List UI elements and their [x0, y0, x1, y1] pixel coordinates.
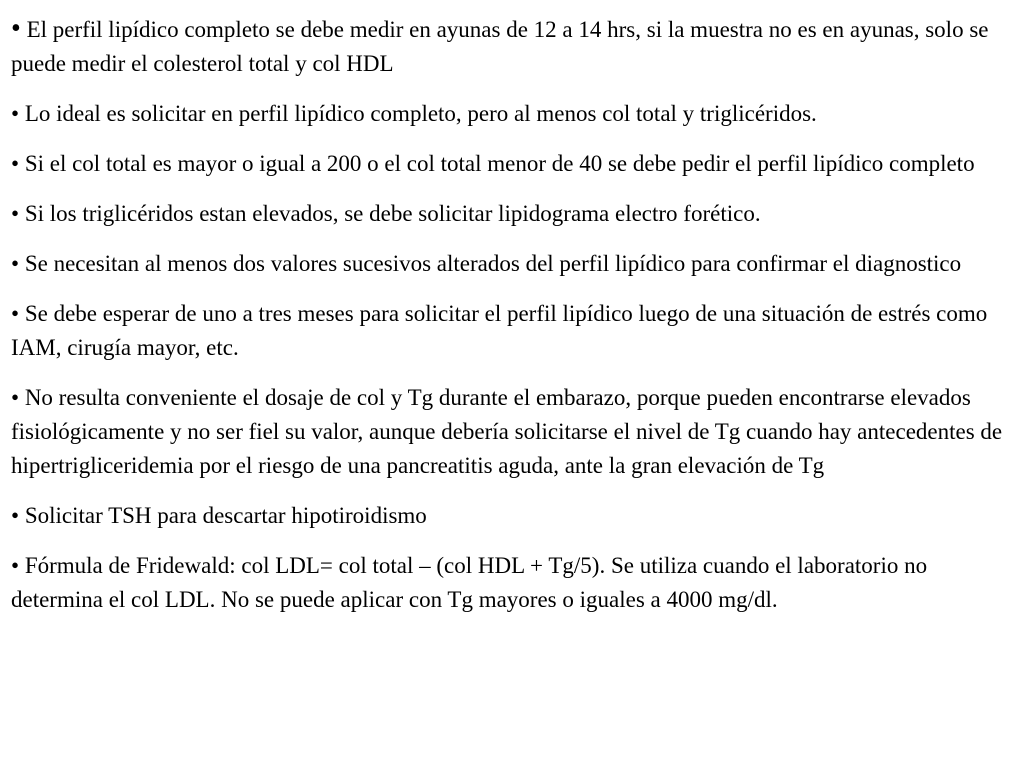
bullet-icon: • — [11, 503, 20, 528]
bullet-item-2 — [11, 97, 1012, 131]
bullet-item-8 — [11, 499, 1012, 533]
bullet-item-4 — [11, 197, 1012, 231]
bullet-icon: • — [11, 251, 20, 276]
bullet-icon: • — [11, 553, 20, 578]
bullet-text: Lo ideal es solicitar en perfil lipídico completo, pero al menos col total y triglicéridos. — [24, 101, 817, 126]
bullet-list — [11, 12, 1012, 617]
bullet-item-5 — [11, 247, 1012, 281]
bullet-text: Se necesitan al menos dos valores sucesivos alterados del perfil lipídico para confirmar el diagnostico — [24, 251, 962, 276]
bullet-text: No resulta conveniente el dosaje de col y Tg durante el embarazo, porque pueden encontrarse elevados fisiológicamente y no ser fiel su valor, aunque debería solicitarse el nivel de Tg cuando hay antecedentes de hipertrigliceridemia por el riesgo de una pancreatitis aguda, ante la gran elevación de Tg — [11, 385, 1003, 478]
bullet-icon: • — [11, 385, 20, 410]
bullet-text: Solicitar TSH para descartar hipotiroidismo — [24, 503, 427, 528]
bullet-item-6 — [11, 297, 1012, 365]
bullet-icon: • — [11, 301, 20, 326]
bullet-item-9 — [11, 549, 1012, 617]
bullet-text: Si el col total es mayor o igual a 200 o el col total menor de 40 se debe pedir el perfil lipídico completo — [24, 151, 975, 176]
bullet-icon: • — [11, 151, 20, 176]
bullet-item-3 — [11, 147, 1012, 181]
bullet-text: Fórmula de Fridewald: col LDL= col total – (col HDL + Tg/5). Se utiliza cuando el laboratorio no determina el col LDL. No se puede aplicar con Tg mayores o iguales a 4000 mg/dl. — [11, 553, 928, 612]
bullet-text: Se debe esperar de uno a tres meses para solicitar el perfil lipídico luego de una situación de estrés como IAM, cirugía mayor, etc. — [11, 301, 988, 360]
bullet-item-1 — [11, 12, 1012, 81]
bullet-icon: • — [11, 13, 21, 44]
bullet-icon: • — [11, 201, 20, 226]
bullet-item-7 — [11, 381, 1012, 483]
bullet-icon: • — [11, 101, 20, 126]
bullet-text: Si los triglicéridos estan elevados, se debe solicitar lipidograma electro forético. — [24, 201, 761, 226]
bullet-text: El perfil lipídico completo se debe medir en ayunas de 12 a 14 hrs, si la muestra no es en ayunas, solo se puede medir el colesterol total y col HDL — [11, 17, 989, 76]
